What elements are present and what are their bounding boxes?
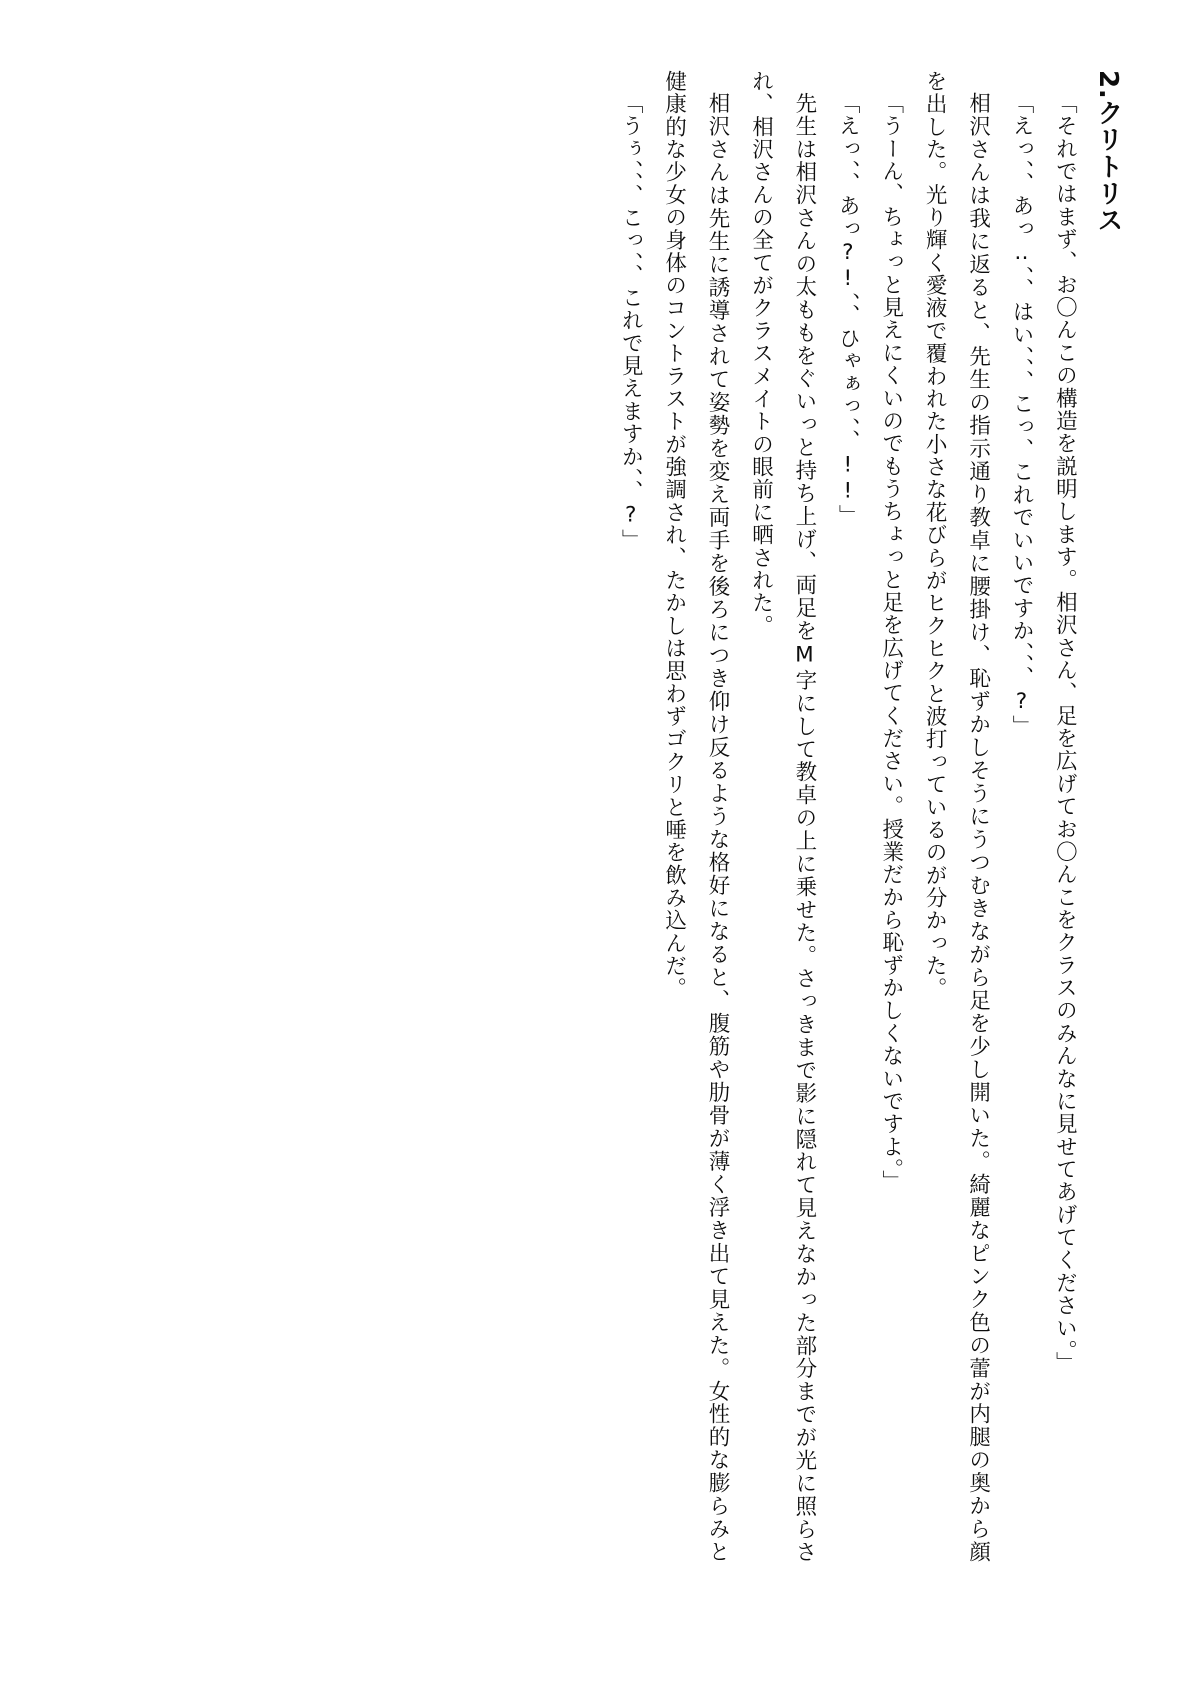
paragraph: 「えっ、、あっ‥、、はい、、、こっ、これでいいですか、、、?」 xyxy=(1008,91,1034,738)
paragraph: 「うーん、ちょっと見えにくいのでもうちょっと足を広げてください。授業だから恥ずかしくないですよ。」 xyxy=(878,91,904,1193)
vertical-text-column xyxy=(120,70,1128,1563)
chapter-number: 2. xyxy=(1093,70,1123,100)
paragraph: 「えっ、、あっ?!、、ひゃぁっ、、!!」 xyxy=(835,91,861,527)
paragraph: 先生は相沢さんの太ももをぐいっと持ち上げ、両足をM字にして教卓の上に乗せた。さっきまで影に隠れて見えなかった部分までが光に照らされ、相沢さんの全てがクラスメイトの眼前に晒された。 xyxy=(748,70,817,1563)
paragraph: 「それではまず、お〇んこの構造を説明します。相沢さん、足を広げてお〇んこをクラスのみんなに見せてあげてください。」 xyxy=(1052,91,1078,1374)
chapter-heading xyxy=(1086,70,1128,1563)
paragraph: 相沢さんは我に返ると、先生の指示通り教卓に腰掛け、恥ずかしそうにうつむきながら足を少し開いた。綺麗なピンク色の蕾が内腿の奥から顔を出した。光り輝く愛液で覆われた小さな花びらがヒクヒクと波打っているのが分かった。 xyxy=(922,70,991,1563)
paragraph: 「うぅ、、、こっ、、これで見えますか、、?」 xyxy=(618,91,644,552)
chapter-title-text: クリトリス xyxy=(1093,99,1123,234)
paragraph: 相沢さんは先生に誘導されて姿勢を変え両手を後ろにつき仰け反るような格好になると、腹筋や肋骨が薄く浮き出て見えた。女性的な膨らみと健康的な少女の身体のコントラストが強調され、たかしは思わずゴクリと唾を飲み込んだ。 xyxy=(661,70,731,1563)
